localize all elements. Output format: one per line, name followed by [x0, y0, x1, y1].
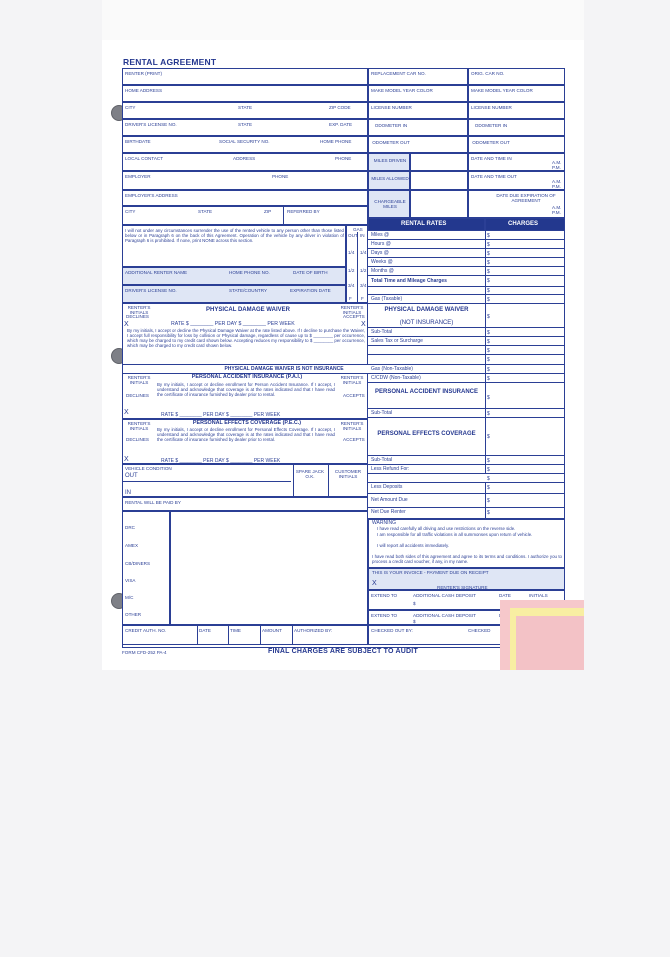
- pec-heading: PERSONAL EFFECTS COVERAGE (P.E.C.): [192, 420, 302, 426]
- form-title: RENTAL AGREEMENT: [123, 57, 217, 67]
- pai-text: By my initials, I accept or decline enrollment for Person Accident Insurance. If I accept, I understand and acknowledge that coverage is at the rates indicated and that I have read the certificate of insurance furnished by dealer prior to rental.: [157, 382, 335, 397]
- gas-gauge[interactable]: GAS OUT IN 1/4 1/4 1/2 1/2 3/4 3/4 F F: [348, 227, 367, 301]
- payment-card-area[interactable]: [170, 511, 368, 625]
- pai-section: RENTER'S INITIALS DECLINES RENTER'S INITIALS ACCEPTS PERSONAL ACCIDENT INSURANCE (P.A.I.) By my initials, I accept or decline enrollment for Person Accident Insurance. If I accept, I understand and acknowledge that coverage is at the rates indicated and that I have read the certificate of insurance furnished by dealer prior to rental. X RATE $ ________ PER DAY $ ________ PER WEEK: [122, 373, 368, 419]
- condition-divider: [123, 481, 291, 482]
- pec-rate-line: RATE $ ________ PER DAY $ ________ PER WEEK: [161, 458, 281, 464]
- birthdate-ssn-phone-field[interactable]: BIRTHDATE SOCIAL SECURITY NO. HOME PHONE: [122, 136, 368, 153]
- payment-methods: [122, 511, 170, 625]
- license-number-field-2[interactable]: LICENSE NUMBER: [468, 102, 565, 119]
- pai-charge-row[interactable]: PERSONAL ACCIDENT INSURANCE $: [368, 383, 565, 409]
- additional-license-row[interactable]: DRIVER'S LICENSE NO. STATE/COUNTRY EXPIRATION DATE: [122, 285, 346, 303]
- payment-drc[interactable]: DRC: [125, 525, 135, 530]
- license-number-field[interactable]: LICENSE NUMBER: [368, 102, 468, 119]
- warning-box: WARNING I have read carefully all driving and use restrictions on the reverse side. I am responsible for all traffic violations in all summonses upon return of vehicle. I will report all accidents immediately. I have read both sides of this agreement and agree to its terms and conditions. I authorize you to process a credit card voucher, if any, in my name.: [368, 519, 565, 568]
- gas-taxable-row[interactable]: Gas (Taxable) $: [368, 295, 565, 304]
- paid-by-row[interactable]: RENTAL WILL BE PAID BY: [122, 497, 368, 511]
- payment-visa[interactable]: VISA: [125, 578, 136, 583]
- local-contact-field[interactable]: LOCAL CONTACT ADDRESS PHONE: [122, 153, 368, 171]
- subtotal-row[interactable]: Sub-Total $: [368, 328, 565, 337]
- net-amount-due-row[interactable]: Net Amount Due $: [368, 494, 565, 508]
- pdw-charge-row[interactable]: PHYSICAL DAMAGE WAIVER (NOT INSURANCE) $: [368, 304, 565, 328]
- gas-divider: [357, 232, 358, 302]
- payment-diners[interactable]: CB/DINERS: [125, 561, 151, 566]
- payment-mc[interactable]: M/C: [125, 595, 134, 600]
- date-time-in-field[interactable]: DATE AND TIME IN A.M. P.M.: [468, 153, 565, 171]
- condition-vdiv-2: [328, 465, 329, 496]
- condition-vdiv: [293, 465, 294, 496]
- miles-driven-label: MILES DRIVEN: [368, 153, 410, 171]
- auth-div-3: [260, 626, 261, 644]
- pdw-rate-line: RATE $ ________ PER DAY $ ________ PER WEEK: [171, 321, 295, 327]
- sales-tax-row[interactable]: Sales Tax or Surcharge $: [368, 337, 565, 346]
- carbon-top-strip: [102, 0, 584, 41]
- pdw-not-insurance: PHYSICAL DAMAGE WAIVER IS NOT INSURANCE: [224, 366, 344, 372]
- referred-by-divider: [283, 206, 284, 225]
- make-model-field-2[interactable]: MAKE MODEL YEAR COLOR: [468, 85, 565, 102]
- extension-row-2[interactable]: EXTEND TO ADDITIONAL CASH DEPOSIT $: [368, 610, 565, 625]
- additional-renter-row[interactable]: ADDITIONAL RENTER NAME HOME PHONE NO. DATE OF BIRTH: [122, 267, 346, 285]
- odometer-out-field[interactable]: ODOMETER OUT: [368, 136, 468, 153]
- employer-city-field[interactable]: CITY STATE ZIP REFERRED BY: [122, 206, 368, 225]
- orig-car-field[interactable]: ORIG. CAR NO.: [468, 68, 565, 85]
- total-charge-row[interactable]: Total Charge $: [368, 474, 565, 483]
- authorization-box: [122, 225, 346, 267]
- rate-hours-row[interactable]: Hours @ $: [368, 240, 565, 249]
- final-charges-note: FINAL CHARGES ARE SUBJECT TO AUDIT: [268, 648, 418, 655]
- pai-rate-line: RATE $ ________ PER DAY $ ________ PER WEEK: [161, 412, 281, 418]
- make-model-field[interactable]: MAKE MODEL YEAR COLOR: [368, 85, 468, 102]
- net-due-renter-row[interactable]: Net Due Renter $: [368, 508, 565, 519]
- auth-div-1: [197, 626, 198, 644]
- form-number: FORM CFD-252 PA-4: [122, 650, 167, 655]
- date-time-out-field[interactable]: DATE AND TIME OUT A.M. P.M.: [468, 171, 565, 190]
- odometer-in-field[interactable]: ODOMETER IN: [368, 119, 468, 136]
- drivers-license-field[interactable]: DRIVER'S LICENSE NO. STATE EXP. DATE: [122, 119, 368, 136]
- cdw-row[interactable]: C/CDW (Non-Taxable) $: [368, 374, 565, 383]
- blank-rate-row-2[interactable]: $: [368, 346, 565, 355]
- chargeable-miles-label: CHARGEABLE MILES: [368, 190, 410, 218]
- rate-weeks-row[interactable]: Weeks @ $: [368, 258, 565, 267]
- extension-row-1[interactable]: EXTEND TO ADDITIONAL CASH DEPOSIT DATE INITIALS $: [368, 590, 565, 610]
- less-deposits-row[interactable]: Less Deposits $: [368, 483, 565, 494]
- odometer-in-field-2[interactable]: ODOMETER IN: [468, 119, 565, 136]
- payment-other[interactable]: OTHER: [125, 612, 142, 617]
- gas-nontaxable-row[interactable]: Gas (Non-Taxable) $: [368, 365, 565, 374]
- total-time-mileage-row[interactable]: Total Time and Mileage Charges $: [368, 276, 565, 287]
- rate-days-row[interactable]: Days @ $: [368, 249, 565, 258]
- blank-rate-row-3[interactable]: $: [368, 355, 565, 365]
- charges-header: CHARGES: [485, 218, 565, 231]
- renter-print-field[interactable]: RENTER (PRINT): [122, 68, 368, 85]
- warning-item-2: I am responsible for all traffic violations in all summonses upon return of vehicle.: [377, 532, 533, 537]
- miles-allowed-field[interactable]: [410, 171, 468, 190]
- home-address-field[interactable]: HOME ADDRESS: [122, 85, 368, 102]
- miles-driven-field[interactable]: [410, 153, 468, 171]
- subtotal-row-2[interactable]: Sub-Total $: [368, 409, 565, 418]
- both-sides-text: I have read both sides of this agreement and agree to its terms and conditions. I authorize you to process a credit card voucher, if any, in my name.: [372, 554, 562, 564]
- subtotal-row-3[interactable]: Sub-Total $: [368, 456, 565, 465]
- employer-address-field[interactable]: EMPLOYER'S ADDRESS: [122, 190, 368, 206]
- odometer-out-field-2[interactable]: ODOMETER OUT: [468, 136, 565, 153]
- replacement-car-field[interactable]: REPLACEMENT CAR NO.: [368, 68, 468, 85]
- auth-div-2: [228, 626, 229, 644]
- city-state-zip-field[interactable]: CITY STATE ZIP CODE: [122, 102, 368, 119]
- warning-item-3: I will report all accidents immediately.: [377, 543, 450, 548]
- rental-rates-header: RENTAL RATES: [368, 218, 485, 231]
- rate-months-row[interactable]: Months @ $: [368, 267, 565, 276]
- employer-field[interactable]: EMPLOYER PHONE: [122, 171, 368, 190]
- chargeable-miles-field[interactable]: [410, 190, 468, 218]
- rate-miles-row[interactable]: Miles @ $: [368, 231, 565, 240]
- pec-charge-row[interactable]: PERSONAL EFFECTS COVERAGE $: [368, 418, 565, 456]
- payment-amex[interactable]: AMEX: [125, 543, 139, 548]
- pec-section: RENTER'S INITIALS DECLINES RENTER'S INITIALS ACCEPTS PERSONAL EFFECTS COVERAGE (P.E.C.) By my initials, I accept or decline enrollment for Personal Effects Coverage. If I accept, I understand and acknowledge that coverage is at the rates indicated and that I have read the certificate of insurance furnished by dealer prior to rental. X RATE $ ________ PER DAY $ ________ PER WEEK: [122, 419, 368, 464]
- signature-field[interactable]: THIS IS YOUR INVOICE - PAYMENT DUE ON RECEIPT X RENTER'S SIGNATURE: [368, 568, 565, 590]
- credit-auth-row[interactable]: CREDIT AUTH. NO. DATE TIME AMOUNT AUTHORIZED BY:: [122, 625, 368, 645]
- auth-div-4: [292, 626, 293, 644]
- miles-allowed-label: MILES ALLOWED: [368, 171, 410, 190]
- pink-copy-corner-2: [516, 616, 584, 670]
- authorization-text: I will not under any circumstances surrender the use of the rented vehicle to any person other than those listed below or in Paragraph 6 on the back of this Agreement. Operation of the vehicle by any driver in violation of Paragraph 6 is prohibited. If none, print NONE across this section.: [125, 228, 344, 243]
- blank-rate-row[interactable]: $: [368, 287, 565, 295]
- less-refund-row[interactable]: Less Refund For: $: [368, 465, 565, 474]
- warning-item-1: I have read carefully all driving and use restrictions on the reverse side.: [377, 526, 516, 531]
- pai-heading: PERSONAL ACCIDENT INSURANCE (P.A.I.): [191, 374, 303, 380]
- pdw-text: By my initials, I accept or decline the Physical Damage Waiver at the rate listed above. If I decline to purchase the Waiver, I accept full responsibility for loss by collision or Physical damage, regardless of cause up to $ ________ per occurrence, which may be charged to my credit card shown below. Accepting reduces my responsibility to $ ________ per occurrence, which may be charged to my credit card shown below.: [127, 328, 365, 348]
- vehicle-condition-section[interactable]: VEHICLE CONDITION OUT IN SPARE JACK O.K. CUSTOMER INITIALS: [122, 464, 368, 497]
- pdw-heading: PHYSICAL DAMAGE WAIVER: [206, 307, 290, 313]
- pec-text: By my initials, I accept or decline enrollment for Personal Effects Coverage. If I accept, I understand and acknowledge that coverage is at the rates indicated and that I have read the certificate of insurance furnished by dealer prior to rental.: [157, 427, 335, 442]
- pdw-section: RENTER'S INITIALS DECLINES X RENTER'S INITIALS ACCEPTS X PHYSICAL DAMAGE WAIVER RATE $ ________ PER DAY $ ________ PER WEEK By my initials, I accept or decline the Physical Damage Waiver at the rate listed above. If I decline to purchase the Waiver, I accept full responsibility for loss by collision or Physical damage, regardless of cause up to $ ________ per occurrence, which may be charged to my credit card shown below. Accepting reduces my responsibility to $ ________ per occurrence, which may be charged to my credit card shown below.: [122, 303, 368, 365]
- checked-row[interactable]: CHECKED OUT BY: CHECKED: [368, 625, 565, 645]
- date-due-field[interactable]: DATE DUE EXPIRATION OF AGREEMENT A.M. P.M.: [468, 190, 565, 218]
